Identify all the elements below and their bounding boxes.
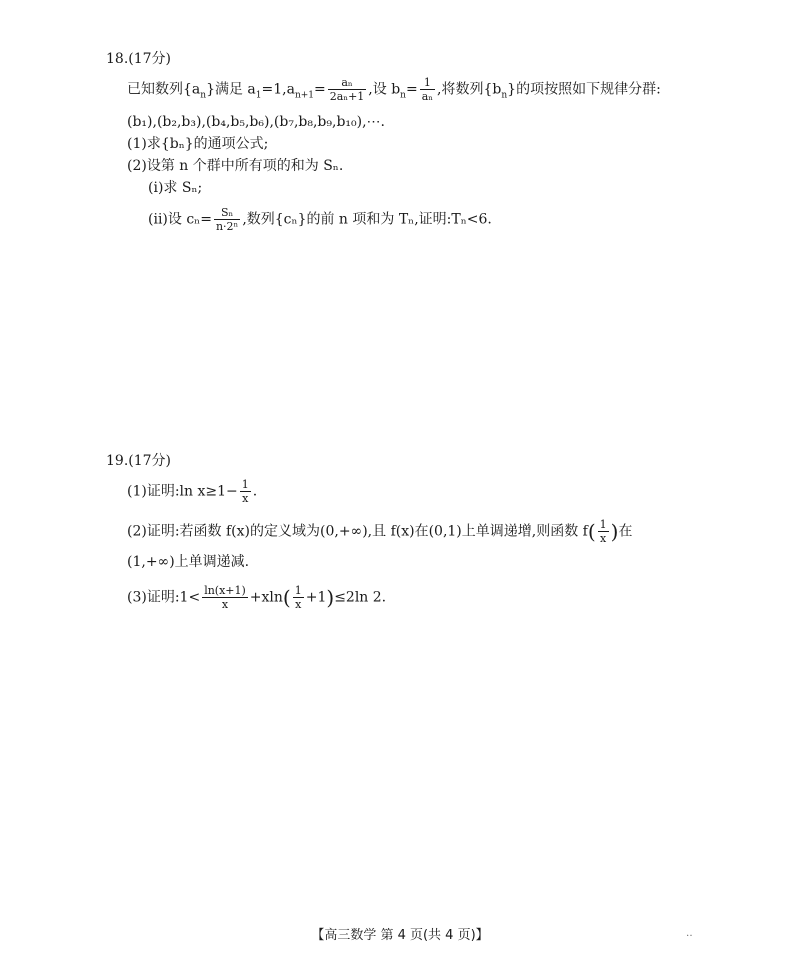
text-seg: ,数列{cₙ}的前 n 项和为 Tₙ,证明:Tₙ<6. bbox=[242, 211, 492, 228]
frac-den: n·2ⁿ bbox=[215, 220, 239, 233]
text-seg: 已知数列{a bbox=[127, 81, 201, 98]
frac-num: 1 bbox=[599, 518, 607, 531]
problem-18-question-2: (2)设第 n 个群中所有项的和为 Sₙ. bbox=[127, 158, 344, 174]
text-seg: (ⅱ)设 cₙ= bbox=[148, 211, 212, 228]
problem-19-question-1 bbox=[127, 478, 257, 505]
fraction-one-over-x bbox=[240, 478, 251, 505]
frac-num: 1 bbox=[294, 584, 302, 597]
frac-num: Sₙ bbox=[220, 206, 234, 219]
paren-close: ) bbox=[610, 519, 619, 544]
fraction-a-recurrence bbox=[328, 76, 367, 103]
corner-mark: ‥ bbox=[686, 928, 693, 939]
frac-den: x bbox=[293, 597, 304, 611]
text-seg: (1)证明:ln x≥1− bbox=[127, 483, 238, 500]
paren-open: ( bbox=[282, 585, 291, 610]
frac-den: x bbox=[240, 491, 251, 505]
fraction-ln-over-x bbox=[202, 584, 248, 611]
frac-den: aₙ bbox=[421, 90, 434, 103]
fraction-one-over-x bbox=[598, 518, 609, 545]
text-seg: (2)证明:若函数 f(x)的定义域为(0,+∞),且 f(x)在(0,1)上单调递增,则函数 f bbox=[127, 523, 588, 540]
text-seg: 在 bbox=[618, 523, 633, 540]
text-seg: (3)证明:1< bbox=[127, 589, 201, 606]
problem-18-groups: (b₁),(b₂,b₃),(b₄,b₅,b₆),(b₇,b₈,b₉,b₁₀),⋯. bbox=[127, 114, 386, 130]
problem-19-question-2-cont: (1,+∞)上单调递减. bbox=[127, 554, 250, 570]
text-seg: = bbox=[405, 81, 418, 98]
frac-num: 1 bbox=[241, 478, 249, 491]
problem-18-header: 18.(17分) bbox=[106, 51, 172, 67]
paren-close: ) bbox=[326, 585, 335, 610]
text-seg: +xln bbox=[249, 589, 283, 606]
frac-num: aₙ bbox=[341, 76, 353, 89]
frac-den: x bbox=[598, 531, 609, 545]
frac-num: ln(x+1) bbox=[204, 584, 246, 597]
fraction-one-over-x bbox=[293, 584, 304, 611]
fraction-b-def bbox=[420, 76, 435, 103]
frac-num: 1 bbox=[423, 76, 431, 89]
text-seg: ,将数列{b bbox=[437, 81, 502, 98]
fraction-c-def bbox=[214, 206, 240, 233]
problem-18-question-1: (1)求{bₙ}的通项公式; bbox=[127, 136, 269, 152]
text-seg: +1 bbox=[305, 589, 327, 606]
frac-den: x bbox=[202, 597, 248, 611]
problem-18-question-2i: (ⅰ)求 Sₙ; bbox=[148, 180, 203, 196]
problem-19-question-3 bbox=[127, 584, 386, 611]
frac-den: 2aₙ+1 bbox=[329, 90, 365, 103]
page-footer: 【高三数学 第 4 页(共 4 页)】 bbox=[311, 928, 489, 943]
problem-19-header: 19.(17分) bbox=[106, 453, 172, 469]
text-seg: =1,a bbox=[261, 81, 295, 98]
problem-18-question-2ii bbox=[148, 206, 492, 233]
text-seg: = bbox=[314, 81, 326, 98]
paren-open: ( bbox=[587, 519, 596, 544]
text-seg: ≤2ln 2. bbox=[334, 589, 387, 606]
text-seg: }的项按照如下规律分群: bbox=[507, 81, 661, 98]
text-seg: }满足 a bbox=[206, 81, 256, 98]
problem-19-question-2 bbox=[127, 518, 632, 545]
problem-18-statement: 已知数列$\{a_n\}$满足 $a_1=1,a_{n+1}=$ $\frac{\text{aₙ}}{\text{2aₙ+1}}$ ,设 $b_n=$ $\frac{1}{\text{aₙ}}$ ,将数列$\{b_n\}$的项按照如下规律分群: bbox=[127, 76, 661, 103]
text-seg: . bbox=[252, 483, 258, 500]
text-seg: ,设 b bbox=[368, 81, 401, 98]
